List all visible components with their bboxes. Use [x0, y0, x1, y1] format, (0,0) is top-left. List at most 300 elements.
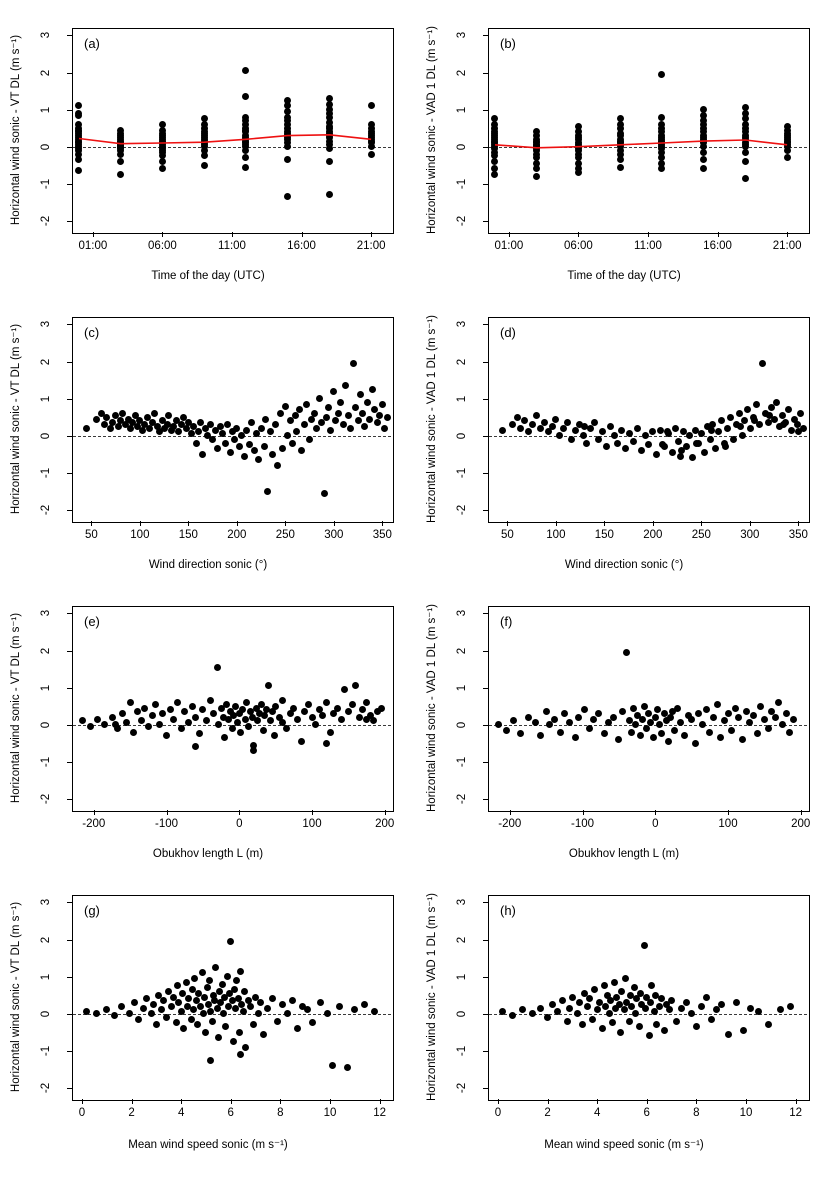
x-tick-label: 350 [372, 529, 392, 541]
data-point [337, 399, 344, 406]
chart-panel-h [416, 867, 832, 1185]
y-tick-mark [67, 221, 72, 222]
data-point [349, 701, 356, 708]
data-point [261, 443, 268, 450]
data-point [345, 412, 352, 419]
y-tick-mark [67, 510, 72, 511]
data-point [209, 1018, 216, 1025]
x-tick-mark [239, 810, 240, 815]
data-point [707, 436, 714, 443]
data-point [272, 703, 279, 710]
data-point [168, 1003, 175, 1010]
data-point [544, 1014, 551, 1021]
x-tick-label: 06:00 [564, 240, 593, 252]
y-tick-label: 1 [456, 684, 468, 691]
y-tick-mark [67, 799, 72, 800]
x-tick-label: 10 [739, 1107, 753, 1119]
y-tick-label: 0 [40, 721, 52, 728]
data-point [220, 1010, 227, 1017]
y-tick-label: 3 [456, 899, 468, 906]
data-point [219, 981, 226, 988]
x-tick-mark [132, 1099, 133, 1104]
data-point [623, 649, 630, 656]
x-tick-mark [93, 232, 94, 237]
data-point [241, 988, 248, 995]
x-tick-label: 200 [643, 529, 663, 541]
y-axis-label-text: Horizontal wind sonic - VAD 1 DL (m s⁻¹) [426, 314, 439, 524]
y-tick-label: 0 [456, 1010, 468, 1017]
y-tick-label: 3 [40, 32, 52, 39]
chart-panel-e [0, 578, 416, 867]
data-point [126, 1010, 133, 1017]
data-point [237, 968, 244, 975]
data-point [698, 1003, 705, 1010]
y-tick-mark [67, 147, 72, 148]
x-tick-mark [548, 1099, 549, 1104]
data-point [274, 462, 281, 469]
y-tick-mark [483, 613, 488, 614]
data-point [797, 410, 804, 417]
data-point [692, 740, 699, 747]
data-point [701, 449, 708, 456]
y-tick-label: 2 [456, 69, 468, 76]
data-point [183, 979, 190, 986]
data-point [381, 425, 388, 432]
y-tick-mark [483, 688, 488, 689]
x-tick-mark [82, 1099, 83, 1104]
y-tick-mark [483, 1014, 488, 1015]
data-point [340, 421, 347, 428]
data-point [572, 734, 579, 741]
y-tick-mark [483, 110, 488, 111]
data-point [87, 723, 94, 730]
y-tick-mark [67, 184, 72, 185]
data-point [207, 697, 214, 704]
y-tick-label: -1 [40, 467, 52, 478]
data-point [269, 451, 276, 458]
y-tick-mark [483, 473, 488, 474]
y-axis-label-text: Horizontal wind sonic - VT DL (m s⁻¹) [10, 612, 22, 804]
data-point [786, 729, 793, 736]
y-tick-label: -2 [456, 793, 468, 804]
data-point [743, 708, 750, 715]
y-tick-label: -1 [40, 756, 52, 767]
x-tick-mark [382, 521, 383, 526]
data-point [661, 1027, 668, 1034]
y-tick-label: 3 [456, 32, 468, 39]
data-point [152, 701, 159, 708]
x-axis-label: Obukhov length L (m) [568, 848, 680, 860]
y-tick-mark [483, 35, 488, 36]
data-point [323, 740, 330, 747]
data-point [747, 425, 754, 432]
data-point [693, 440, 700, 447]
x-tick-label: 0 [494, 1107, 502, 1119]
x-tick-mark [653, 521, 654, 526]
x-tick-label: -200 [82, 818, 106, 830]
y-tick-mark [483, 725, 488, 726]
data-point [765, 725, 772, 732]
data-point [549, 1001, 556, 1008]
y-tick-label: -2 [40, 215, 52, 226]
x-tick-label: 0 [78, 1107, 86, 1119]
data-point [772, 714, 779, 721]
y-tick-mark [67, 688, 72, 689]
y-tick-mark [67, 1014, 72, 1015]
chart-panel-f [416, 578, 832, 867]
y-tick-label: -2 [456, 215, 468, 226]
x-tick-mark [647, 1099, 648, 1104]
data-point [170, 716, 177, 723]
y-tick-label: 0 [456, 432, 468, 439]
data-point [119, 410, 126, 417]
x-tick-mark [750, 521, 751, 526]
data-point [609, 1019, 616, 1026]
y-tick-label: 1 [40, 395, 52, 402]
x-tick-label: 100 [546, 529, 566, 541]
data-point [642, 1005, 649, 1012]
data-point [148, 1010, 155, 1017]
data-point [706, 729, 713, 736]
data-point [788, 427, 795, 434]
data-point [590, 716, 597, 723]
y-tick-mark [67, 1088, 72, 1089]
y-axis-label [6, 606, 24, 810]
data-point [284, 432, 291, 439]
data-point [739, 432, 746, 439]
y-tick-mark [67, 35, 72, 36]
data-point [740, 1027, 747, 1034]
data-point [111, 1012, 118, 1019]
x-tick-mark [701, 521, 702, 526]
data-point [237, 729, 244, 736]
x-tick-mark [787, 232, 788, 237]
data-point [338, 716, 345, 723]
data-point [329, 1062, 336, 1069]
data-point [366, 416, 373, 423]
data-point [363, 699, 370, 706]
data-point [656, 1003, 663, 1010]
data-point [683, 999, 690, 1006]
data-point [757, 703, 764, 710]
data-point [641, 942, 648, 949]
y-tick-label: 0 [40, 432, 52, 439]
data-point [611, 432, 618, 439]
y-tick-label: 1 [40, 684, 52, 691]
chart-panel-g [0, 867, 416, 1185]
x-tick-label: 21:00 [356, 240, 386, 252]
data-point [236, 1029, 243, 1036]
y-tick-label: 0 [456, 721, 468, 728]
data-point [356, 714, 363, 721]
x-tick-label: 8 [693, 1107, 700, 1119]
data-point [309, 714, 316, 721]
x-tick-label: -100 [571, 818, 595, 830]
data-point [739, 736, 746, 743]
y-tick-mark [483, 940, 488, 941]
data-point [163, 1014, 170, 1021]
y-tick-label: -1 [456, 467, 468, 478]
data-point [665, 738, 672, 745]
data-point [260, 1031, 267, 1038]
data-point [118, 1003, 125, 1010]
data-point [541, 419, 548, 426]
y-axis-label [422, 603, 440, 813]
x-axis-label: Mean wind speed sonic (m s⁻¹) [544, 1139, 704, 1151]
panel-tag: (h) [500, 903, 516, 918]
data-point [674, 705, 681, 712]
data-point [262, 416, 269, 423]
x-tick-mark [167, 810, 168, 815]
x-tick-label: 11:00 [634, 240, 662, 252]
x-tick-mark [140, 521, 141, 526]
data-point [224, 973, 231, 980]
data-point [753, 401, 760, 408]
data-point [327, 729, 334, 736]
y-tick-label: 0 [40, 143, 52, 150]
data-point [718, 1001, 725, 1008]
data-point [298, 738, 305, 745]
data-point [557, 729, 564, 736]
data-point [714, 701, 721, 708]
x-tick-label: 50 [500, 529, 514, 541]
y-tick-mark [483, 147, 488, 148]
y-tick-mark [67, 324, 72, 325]
data-point [641, 703, 648, 710]
y-tick-mark [67, 1051, 72, 1052]
y-tick-label: 3 [40, 610, 52, 617]
data-point [255, 456, 262, 463]
data-point [653, 451, 660, 458]
data-point [141, 705, 148, 712]
y-tick-label: 1 [456, 395, 468, 402]
data-point [217, 423, 224, 430]
data-point [761, 716, 768, 723]
data-point [352, 404, 359, 411]
data-point [189, 703, 196, 710]
data-point [347, 425, 354, 432]
y-tick-mark [483, 184, 488, 185]
data-point [131, 999, 138, 1006]
x-tick-mark [232, 232, 233, 237]
data-point [243, 699, 250, 706]
data-point [566, 1005, 573, 1012]
data-point [634, 425, 641, 432]
data-point [357, 391, 364, 398]
data-point [378, 705, 385, 712]
data-point [569, 994, 576, 1001]
x-tick-label: 01:00 [494, 240, 524, 252]
data-point [255, 1010, 262, 1017]
data-point [316, 395, 323, 402]
data-point [724, 425, 731, 432]
data-point [703, 706, 710, 713]
x-tick-label: 200 [791, 818, 811, 830]
data-point [363, 716, 370, 723]
data-point [282, 403, 289, 410]
data-point [533, 412, 540, 419]
y-tick-label: 0 [456, 143, 468, 150]
y-tick-mark [483, 73, 488, 74]
panel-tag: (b) [500, 36, 516, 51]
data-point [669, 449, 676, 456]
x-axis-label: Wind direction sonic (°) [148, 559, 268, 571]
data-point [639, 716, 646, 723]
y-tick-mark [483, 1088, 488, 1089]
data-point [543, 708, 550, 715]
y-tick-label: 2 [40, 358, 52, 365]
data-point [708, 427, 715, 434]
data-point [673, 1018, 680, 1025]
y-tick-label: 2 [40, 936, 52, 943]
data-point [193, 440, 200, 447]
x-tick-mark [578, 232, 579, 237]
data-point [364, 399, 371, 406]
x-tick-mark [801, 810, 802, 815]
data-point [242, 1044, 249, 1051]
y-tick-mark [483, 1051, 488, 1052]
x-tick-label: 300 [324, 529, 344, 541]
data-point [149, 712, 156, 719]
y-tick-mark [483, 362, 488, 363]
data-point [628, 729, 635, 736]
data-point [599, 1025, 606, 1032]
y-tick-mark [483, 399, 488, 400]
y-tick-label: -1 [456, 1045, 468, 1056]
y-tick-label: -1 [456, 756, 468, 767]
data-point [93, 416, 100, 423]
data-point [243, 427, 250, 434]
data-point [229, 725, 236, 732]
data-point [247, 1003, 254, 1010]
data-point [549, 423, 556, 430]
y-axis-label-text: Horizontal wind sonic - VT DL (m s⁻¹) [10, 901, 22, 1093]
y-axis-label-text: Horizontal wind sonic - VAD 1 DL (m s⁻¹) [426, 892, 439, 1102]
x-tick-mark [237, 521, 238, 526]
data-point [708, 1016, 715, 1023]
data-point [345, 708, 352, 715]
x-tick-label: 100 [130, 529, 150, 541]
y-tick-label: -2 [456, 1082, 468, 1093]
y-axis-label-text: Horizontal wind sonic - VAD 1 DL (m s⁻¹) [426, 603, 439, 813]
x-tick-mark [604, 521, 605, 526]
data-point [201, 994, 208, 1001]
y-tick-label: 3 [40, 321, 52, 328]
data-point [207, 1057, 214, 1064]
panel-tag: (d) [500, 325, 516, 340]
data-point [675, 438, 682, 445]
data-point [240, 1008, 247, 1015]
y-tick-mark [67, 762, 72, 763]
data-point [728, 727, 735, 734]
data-point [206, 977, 213, 984]
y-tick-mark [483, 221, 488, 222]
data-point [323, 699, 330, 706]
data-point [223, 701, 230, 708]
data-point [638, 447, 645, 454]
x-axis-label: Time of the day (UTC) [567, 270, 681, 282]
data-point [334, 705, 341, 712]
x-tick-mark [796, 1099, 797, 1104]
data-point [305, 701, 312, 708]
data-point [94, 716, 101, 723]
y-tick-mark [67, 473, 72, 474]
zero-reference-line [73, 1014, 391, 1015]
y-axis-label [6, 317, 24, 521]
data-point [610, 714, 617, 721]
data-point [251, 447, 258, 454]
data-point [145, 723, 152, 730]
y-tick-mark [67, 902, 72, 903]
y-tick-mark [67, 613, 72, 614]
data-point [581, 706, 588, 713]
x-tick-mark [798, 521, 799, 526]
chart-panel-b [416, 0, 832, 289]
data-point [214, 664, 221, 671]
chart-panel-a [0, 0, 416, 289]
y-axis-label [6, 895, 24, 1099]
y-tick-mark [67, 977, 72, 978]
data-point [642, 432, 649, 439]
data-point [241, 453, 248, 460]
x-tick-mark [231, 1099, 232, 1104]
data-point [384, 414, 391, 421]
y-tick-label: -1 [40, 1045, 52, 1056]
x-tick-label: 6 [643, 1107, 650, 1119]
data-point [109, 714, 116, 721]
data-point [321, 490, 328, 497]
y-tick-label: 1 [40, 973, 52, 980]
x-tick-mark [746, 1099, 747, 1104]
data-point [274, 1018, 281, 1025]
x-tick-mark [696, 1099, 697, 1104]
y-tick-label: -2 [40, 1082, 52, 1093]
data-point [647, 999, 654, 1006]
data-point [688, 716, 695, 723]
x-tick-mark [371, 232, 372, 237]
data-point [294, 716, 301, 723]
data-point [650, 734, 657, 741]
y-tick-mark [67, 110, 72, 111]
chart-panel-d [416, 289, 832, 578]
data-point [580, 432, 587, 439]
x-tick-label: 2 [128, 1107, 135, 1119]
x-tick-mark [188, 521, 189, 526]
data-point [783, 710, 790, 717]
data-point [727, 414, 734, 421]
data-point [630, 705, 637, 712]
data-point [589, 1016, 596, 1023]
data-point [693, 1023, 700, 1030]
x-tick-mark [312, 810, 313, 815]
data-point [330, 388, 337, 395]
y-tick-mark [483, 324, 488, 325]
y-tick-label: 3 [456, 321, 468, 328]
x-axis-label: Time of the day (UTC) [151, 270, 265, 282]
x-tick-label: 11:00 [218, 240, 246, 252]
data-point [636, 1023, 643, 1030]
x-tick-label: 200 [375, 818, 395, 830]
x-tick-mark [556, 521, 557, 526]
x-tick-mark [597, 1099, 598, 1104]
x-tick-mark [728, 810, 729, 815]
data-point [725, 1031, 732, 1038]
x-tick-label: 350 [788, 529, 808, 541]
data-point [584, 1003, 591, 1010]
y-tick-mark [483, 799, 488, 800]
data-point [231, 986, 238, 993]
data-point [626, 1018, 633, 1025]
